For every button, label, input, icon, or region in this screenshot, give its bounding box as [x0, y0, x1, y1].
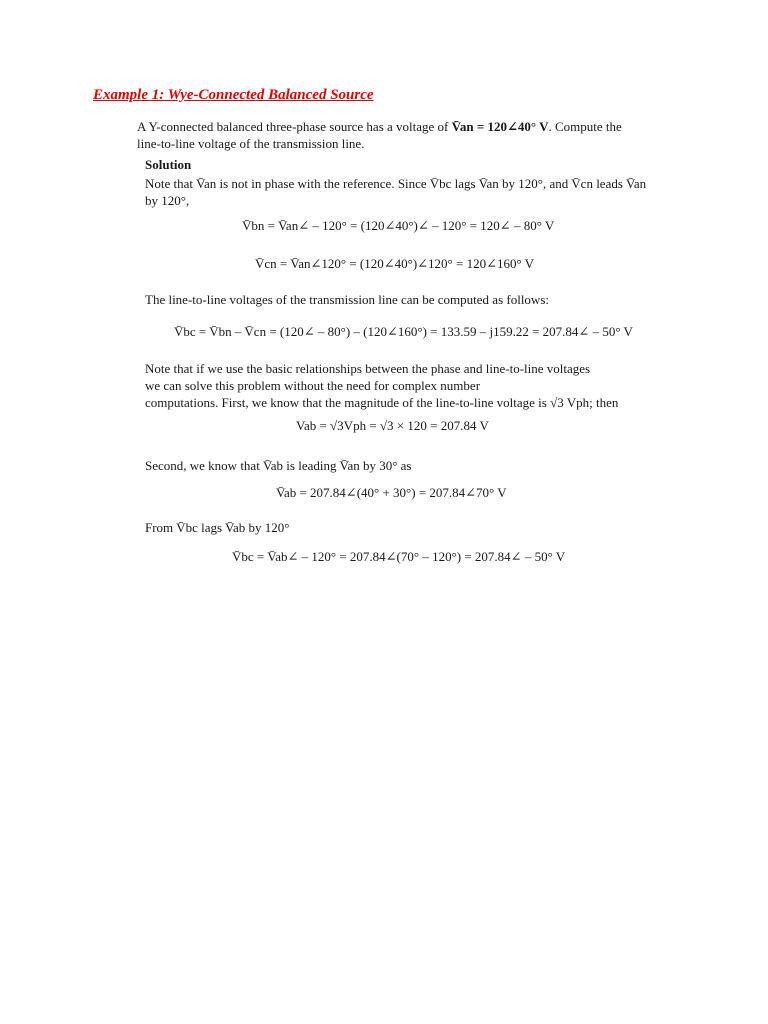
- problem-line-1-text: A Y-connected balanced three-phase source has a voltage of: [137, 119, 449, 134]
- from-statement: From V̄bc lags V̄ab by 120°: [145, 520, 290, 535]
- note-phase-line-2: by 120°,: [145, 193, 190, 208]
- example-title: Example 1: Wye-Connected Balanced Source: [93, 87, 374, 103]
- problem-line-2: line-to-line voltage of the transmission line.: [137, 136, 365, 151]
- note-basic-relationships: [145, 360, 618, 411]
- note-basic-line-3: computations. First, we know that the magnitude of the line-to-line voltage is √3 Vph; then: [145, 395, 619, 410]
- problem-given-voltage: V̄an = 120∠40° V: [451, 119, 549, 134]
- line-to-line-intro: The line-to-line voltages of the transmission line can be computed as follows:: [145, 292, 549, 307]
- equation-vbc-final: V̄bc = V̄ab∠ – 120° = 207.84∠(70° – 120°) = 207.84∠ – 50° V: [232, 549, 566, 564]
- problem-statement: [137, 118, 622, 152]
- equation-vbc-complex: V̄bc = V̄bn – V̄cn = (120∠ – 80°) – (120∠160°) = 133.59 – j159.22 = 207.84∠ – 50° V: [174, 324, 633, 339]
- note-basic-line-1: Note that if we use the basic relationships between the phase and line-to-line voltages: [145, 361, 591, 376]
- equation-vbn: V̄bn = V̄an∠ – 120° = (120∠40°)∠ – 120° = 120∠ – 80° V: [242, 218, 555, 233]
- equation-vab-phasor: V̄ab = 207.84∠(40° + 30°) = 207.84∠70° V: [276, 485, 507, 500]
- problem-line-1-tail: . Compute the: [548, 119, 622, 134]
- note-phase: [145, 175, 646, 209]
- note-basic-line-2: we can solve this problem without the need for complex number: [145, 378, 481, 393]
- equation-vcn: V̄cn = V̄an∠120° = (120∠40°)∠120° = 120∠160° V: [255, 256, 535, 271]
- note-phase-line-1: Note that V̄an is not in phase with the reference. Since V̄bc lags V̄an by 120°, and V̄cn leads V̄an: [145, 176, 647, 191]
- second-statement: Second, we know that V̄ab is leading V̄an by 30° as: [145, 458, 412, 473]
- solution-heading: Solution: [145, 157, 192, 172]
- problem-line-1: [137, 118, 622, 135]
- equation-vab-magnitude: Vab = √3Vph = √3 × 120 = 207.84 V: [296, 418, 489, 433]
